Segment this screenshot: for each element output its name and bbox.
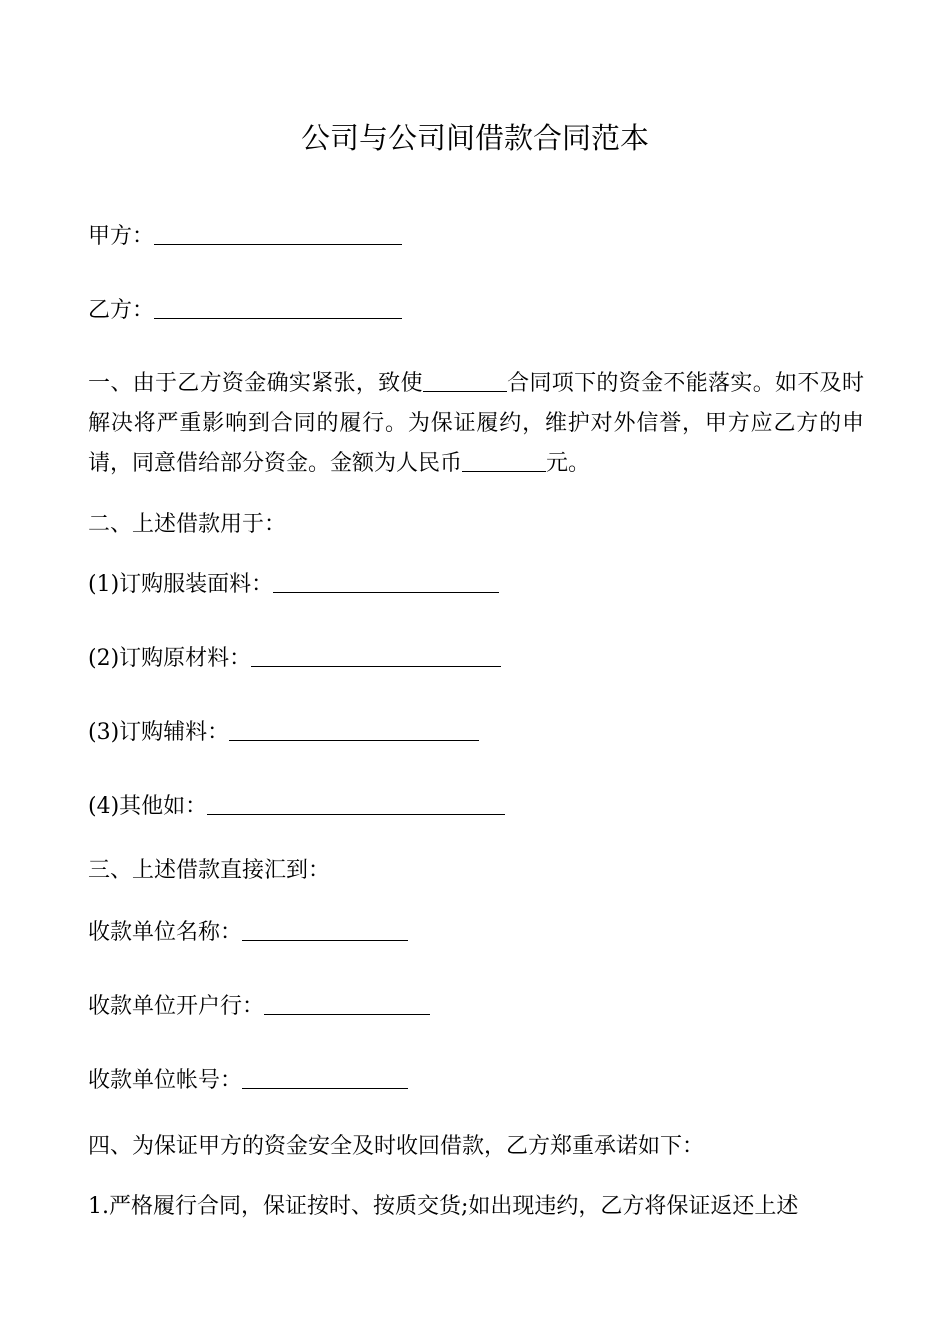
section-1-text-a: 一、由于乙方资金确实紧张，致使: [88, 371, 423, 396]
usage-item-label: (2)订购原材料：: [88, 646, 252, 671]
usage-item-blank: [229, 718, 479, 741]
party-b-blank: [154, 296, 402, 319]
section-1-paragraph: [88, 364, 864, 484]
party-a-line: [88, 222, 402, 252]
payee-field-label: 收款单位名称：: [88, 920, 243, 945]
party-b-label: 乙方：: [88, 298, 155, 323]
contract-number-blank: [423, 369, 507, 392]
usage-item-accessories: [88, 718, 479, 748]
document-title: 公司与公司间借款合同范本: [300, 121, 649, 155]
payee-account-line: [88, 1066, 408, 1096]
usage-item-label: (1)订购服装面料：: [88, 572, 274, 597]
party-b-line: [88, 296, 402, 326]
party-a-blank: [154, 222, 402, 245]
section-4-heading: 四、为保证甲方的资金安全及时收回借款，乙方郑重承诺如下：: [88, 1134, 705, 1159]
payee-field-blank: [264, 992, 430, 1015]
payee-name-line: [88, 918, 408, 948]
party-a-label: 甲方：: [88, 224, 155, 249]
section-1-text-c: 元。: [546, 451, 591, 476]
payee-bank-line: [88, 992, 430, 1022]
usage-item-blank: [207, 792, 505, 815]
payee-field-label: 收款单位帐号：: [88, 1068, 243, 1093]
section-1-text-b: 合同项下的资金不能落实。如不及时解决将严重影响到合同的履行。为保证履约，维护对外信誉，甲方应乙方的申请，同意借给部分资金。金额为人民币: [88, 371, 864, 476]
payee-field-blank: [242, 918, 408, 941]
usage-item-blank: [251, 644, 501, 667]
usage-item-fabric: [88, 570, 499, 600]
usage-item-other: [88, 792, 505, 822]
usage-item-label: (3)订购辅料：: [88, 720, 230, 745]
usage-item-blank: [273, 570, 499, 593]
section-4-item-1: 1.严格履行合同，保证按时、按质交货;如出现违约，乙方将保证返还上述: [88, 1194, 799, 1219]
loan-amount-blank: [462, 449, 546, 472]
payee-field-label: 收款单位开户行：: [88, 994, 265, 1019]
section-3-heading: 三、上述借款直接汇到：: [88, 858, 331, 883]
usage-item-raw-materials: [88, 644, 501, 674]
section-2-heading: 二、上述借款用于：: [88, 512, 287, 537]
payee-field-blank: [242, 1066, 408, 1089]
usage-item-label: (4)其他如：: [88, 794, 208, 819]
